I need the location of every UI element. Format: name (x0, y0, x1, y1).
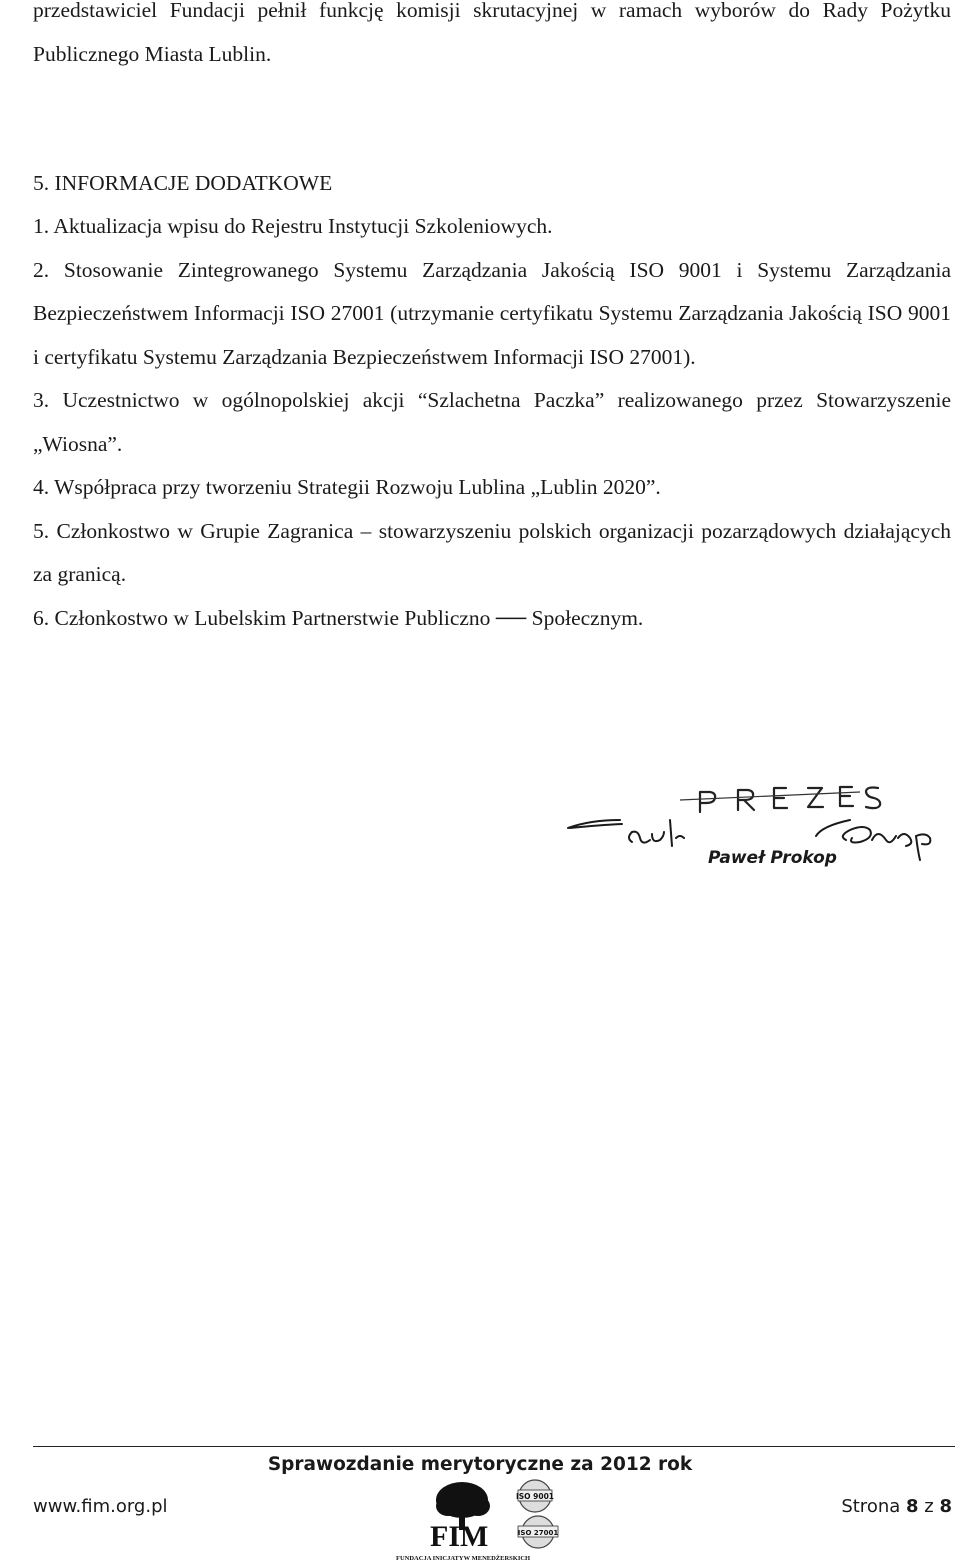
list-item (33, 379, 951, 466)
list-item-text: Uczestnictwo w ogólnopolskiej akcji “Szlachetna Paczka” realizowanego przez Stowarzyszenie „Wiosna”. (33, 388, 952, 456)
footer-website-link[interactable]: www.fim.org.pl (33, 1496, 168, 1517)
section-heading: 5. INFORMACJE DODATKOWE (33, 171, 333, 195)
list-item-text: Aktualizacja wpisu do Rejestru Instytucji Szkoleniowych. (53, 214, 553, 238)
page-total: 8 (939, 1496, 952, 1517)
iso-9001-badge-icon (516, 1480, 554, 1512)
list-item (33, 205, 951, 249)
logo-caption: FUNDACJA INICJATYW MENEDŻERSKICH (396, 1555, 531, 1562)
footer-divider (33, 1446, 955, 1447)
list-item-number: 1. (33, 214, 50, 238)
svg-text:ISO 9001: ISO 9001 (515, 1492, 555, 1501)
list-item (33, 597, 951, 641)
list-item-number: 3. (33, 388, 50, 412)
list-item-text: Współpraca przy tworzeniu Strategii Rozwoju Lublina „Lublin 2020”. (54, 475, 661, 499)
list-item-text: Stosowanie Zintegrowanego Systemu Zarządzania Jakością ISO 9001 i Systemu Zarządzania Bezpieczeństwem Informacji ISO 27001 (utrzymanie certyfikatu Systemu Zarządzania Jakością ISO 9001 i certyfikatu Systemu Zarządzania Bezpieczeństwem Informacji ISO 27001). (33, 257, 952, 369)
signature-name: Paweł Prokop (708, 848, 837, 868)
page-sep: z (924, 1496, 934, 1517)
list-item-text: Członkostwo w Lubelskim Partnerstwie Publiczno ── Społecznym. (54, 605, 644, 630)
intro-paragraph: przedstawiciel Fundacji pełnił funkcję komisji skrutacyjnej w ramach wyborów do Rady Pożytku Publicznego Miasta Lublin. (33, 0, 951, 66)
list-item-number: 2. (33, 257, 50, 282)
list-item-text: Członkostwo w Grupie Zagranica – stowarzyszeniu polskich organizacji pozarządowych działających za granicą. (33, 518, 951, 586)
list-item (33, 466, 951, 510)
footer-title: Sprawozdanie merytoryczne za 2012 rok (267, 1454, 693, 1475)
additional-info-list (33, 205, 951, 640)
list-item (33, 510, 951, 597)
page-current: 8 (906, 1496, 919, 1517)
list-item-number: 5. (33, 518, 50, 543)
fim-logo (390, 1478, 570, 1564)
list-item-number: 6. (33, 605, 50, 630)
page-label: Strona (841, 1496, 901, 1517)
iso-27001-badge-icon (518, 1516, 559, 1548)
svg-text:ISO 27001: ISO 27001 (517, 1529, 559, 1537)
logo-text: FIM (430, 1520, 489, 1553)
list-item-number: 4. (33, 475, 50, 499)
page-number (841, 1495, 952, 1519)
signature-stamp (560, 780, 960, 880)
list-item (33, 249, 951, 380)
stamp-prezes (700, 787, 880, 812)
